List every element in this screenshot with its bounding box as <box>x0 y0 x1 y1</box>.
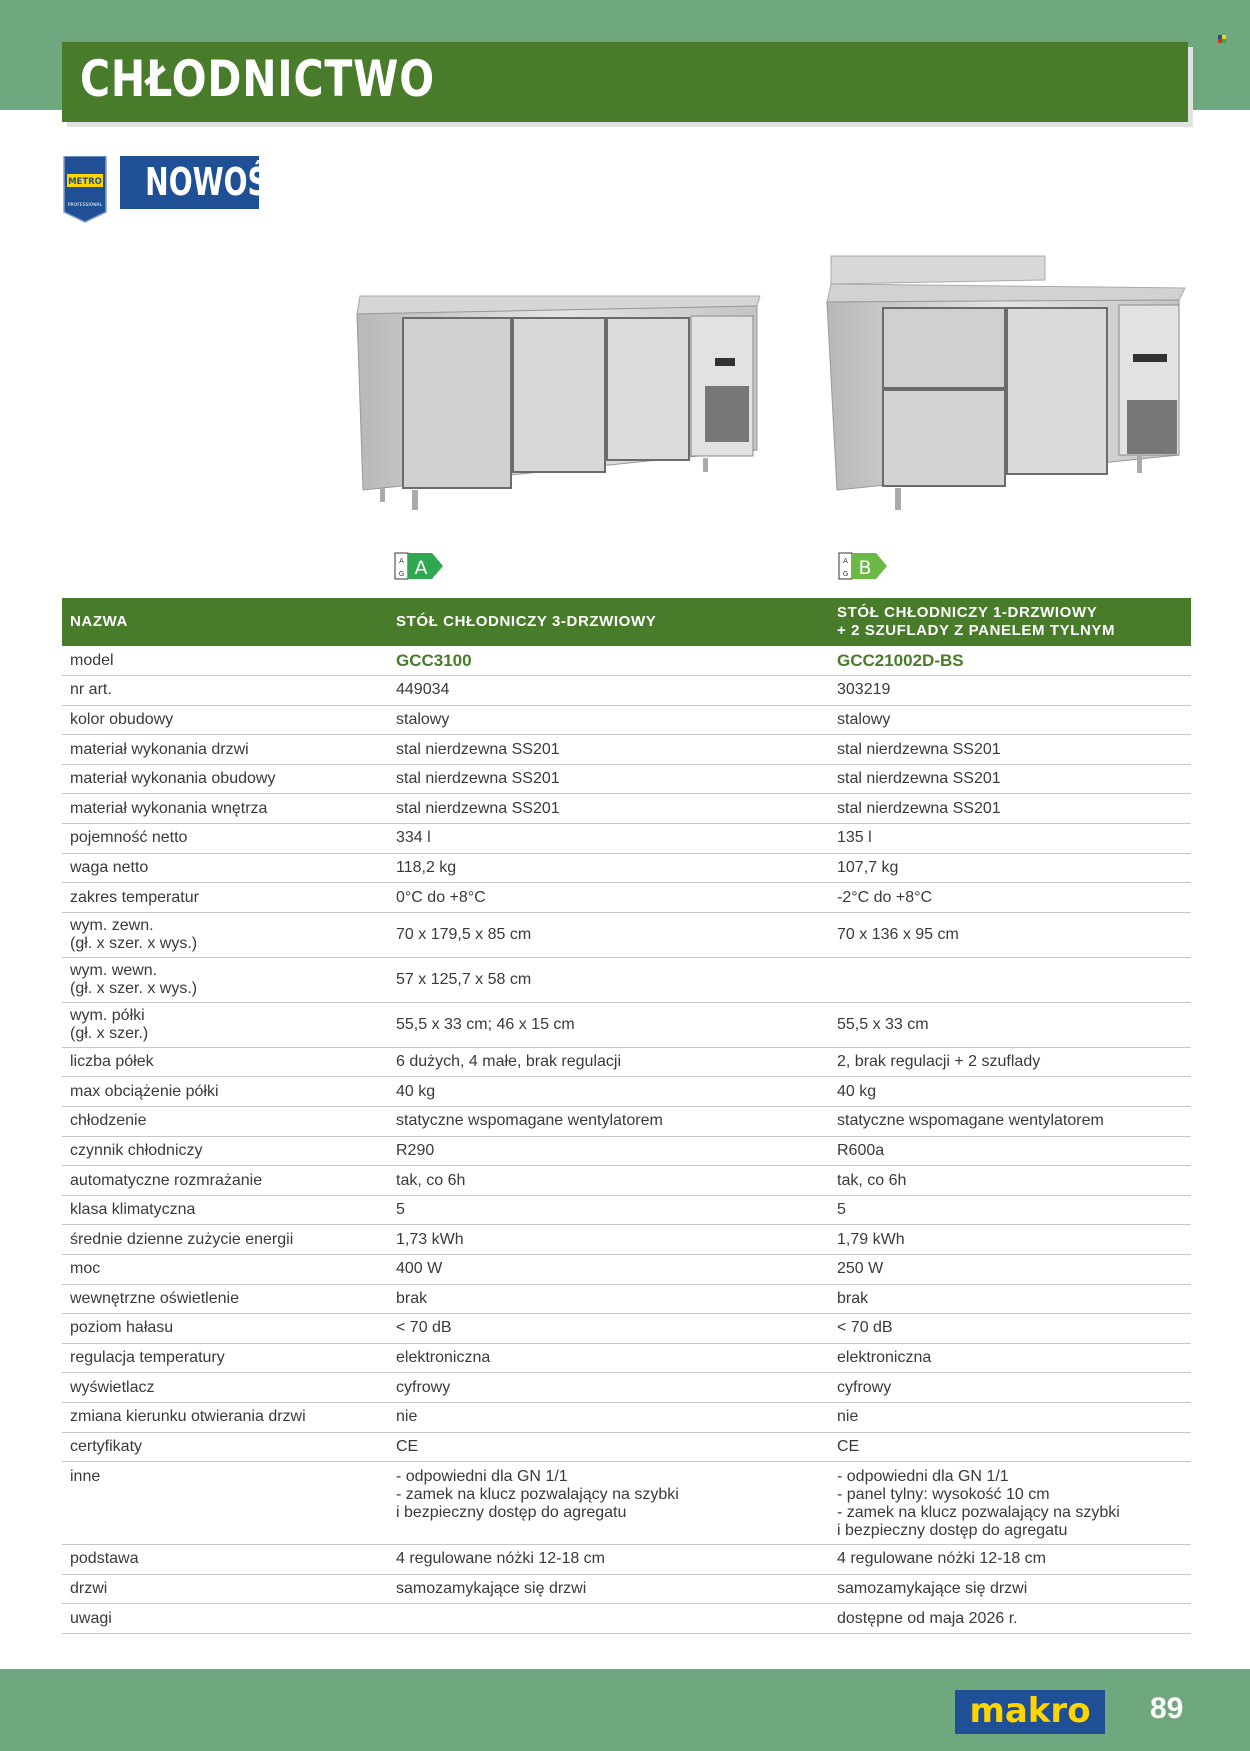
page-number: 89 <box>1150 1692 1184 1725</box>
header-product-1: STÓŁ CHŁODNICZY 3-DRZWIOWY <box>388 598 829 646</box>
table-row <box>62 1343 1191 1373</box>
row-value-product-2: cyfrowy <box>829 1373 1191 1403</box>
row-label: drzwi <box>62 1574 388 1604</box>
row-value-product-1: 6 dużych, 4 małe, brak regulacji <box>388 1047 829 1077</box>
row-value-product-2: GCC21002D-BS <box>829 646 1191 676</box>
decorative-dots-icon <box>1218 35 1226 43</box>
row-value-product-1: R290 <box>388 1136 829 1166</box>
row-value-product-1: 334 l <box>388 824 829 854</box>
row-label: zakres temperatur <box>62 883 388 913</box>
row-label: moc <box>62 1255 388 1285</box>
row-value-product-1: 57 x 125,7 x 58 cm <box>388 957 829 1002</box>
row-value-product-2: 55,5 x 33 cm <box>829 1002 1191 1047</box>
table-row <box>62 1225 1191 1255</box>
metro-professional-logo <box>62 156 108 224</box>
row-value-product-1: 4 regulowane nóżki 12-18 cm <box>388 1545 829 1575</box>
row-value-product-2: 303219 <box>829 676 1191 706</box>
energy-class-b-label: B <box>858 557 872 579</box>
row-label: kolor obudowy <box>62 705 388 735</box>
row-label: materiał wykonania obudowy <box>62 764 388 794</box>
row-value-product-1: stal nierdzewna SS201 <box>388 735 829 765</box>
header-name: NAZWA <box>62 598 388 646</box>
row-value-product-2: brak <box>829 1284 1191 1314</box>
row-value-product-1: 70 x 179,5 x 85 cm <box>388 912 829 957</box>
row-label: czynnik chłodniczy <box>62 1136 388 1166</box>
row-value-product-2 <box>829 957 1191 1002</box>
table-row <box>62 1136 1191 1166</box>
row-value-product-2: 1,79 kWh <box>829 1225 1191 1255</box>
energy-scale-top: A <box>399 557 404 565</box>
refrigerated-counter-1-door-2-drawer-image <box>825 250 1190 525</box>
row-value-product-1 <box>388 1604 829 1634</box>
spec-table <box>62 598 1191 1634</box>
table-row <box>62 883 1191 913</box>
row-value-product-2: 5 <box>829 1195 1191 1225</box>
table-row <box>62 794 1191 824</box>
row-value-product-2: 135 l <box>829 824 1191 854</box>
row-value-product-1: 1,73 kWh <box>388 1225 829 1255</box>
energy-scale-bottom: G <box>398 570 405 578</box>
row-label: inne <box>62 1462 388 1545</box>
new-badge <box>120 156 289 209</box>
row-value-product-2: 4 regulowane nóżki 12-18 cm <box>829 1545 1191 1575</box>
row-value-product-2: dostępne od maja 2026 r. <box>829 1604 1191 1634</box>
row-label: certyfikaty <box>62 1432 388 1462</box>
table-header-row <box>62 598 1191 646</box>
row-value-product-1: 449034 <box>388 676 829 706</box>
row-value-product-2: statyczne wspomagane wentylatorem <box>829 1107 1191 1137</box>
row-label: uwagi <box>62 1604 388 1634</box>
row-label: poziom hałasu <box>62 1314 388 1344</box>
makro-logo: makro <box>955 1690 1105 1734</box>
table-row <box>62 1077 1191 1107</box>
header-product-2: STÓŁ CHŁODNICZY 1-DRZWIOWY + 2 SZUFLADY Z PANELEM TYLNYM <box>829 598 1191 646</box>
row-label: wym. wewn. (gł. x szer. x wys.) <box>62 957 388 1002</box>
table-row <box>62 1107 1191 1137</box>
table-row <box>62 735 1191 765</box>
table-row <box>62 1284 1191 1314</box>
table-row <box>62 1402 1191 1432</box>
row-label: wewnętrzne oświetlenie <box>62 1284 388 1314</box>
row-value-product-1: CE <box>388 1432 829 1462</box>
table-row <box>62 957 1191 1002</box>
row-label: waga netto <box>62 853 388 883</box>
row-label: zmiana kierunku otwierania drzwi <box>62 1402 388 1432</box>
page-title: CHŁODNICTWO <box>80 50 435 108</box>
table-row <box>62 1002 1191 1047</box>
row-value-product-2: 40 kg <box>829 1077 1191 1107</box>
row-value-product-2: stal nierdzewna SS201 <box>829 735 1191 765</box>
row-value-product-2: R600a <box>829 1136 1191 1166</box>
row-value-product-1: brak <box>388 1284 829 1314</box>
row-value-product-1: 5 <box>388 1195 829 1225</box>
row-value-product-1: 55,5 x 33 cm; 46 x 15 cm <box>388 1002 829 1047</box>
row-value-product-2: elektroniczna <box>829 1343 1191 1373</box>
energy-scale-top: A <box>843 557 848 565</box>
row-value-product-1: GCC3100 <box>388 646 829 676</box>
row-value-product-1: elektroniczna <box>388 1343 829 1373</box>
table-row <box>62 1314 1191 1344</box>
row-value-product-2: nie <box>829 1402 1191 1432</box>
row-label: liczba półek <box>62 1047 388 1077</box>
row-value-product-1: nie <box>388 1402 829 1432</box>
row-value-product-2: -2°C do +8°C <box>829 883 1191 913</box>
row-value-product-1: stalowy <box>388 705 829 735</box>
table-row <box>62 1545 1191 1575</box>
row-value-product-2: 250 W <box>829 1255 1191 1285</box>
row-value-product-1: tak, co 6h <box>388 1166 829 1196</box>
row-value-product-1: statyczne wspomagane wentylatorem <box>388 1107 829 1137</box>
row-label: wyświetlacz <box>62 1373 388 1403</box>
row-value-product-2: CE <box>829 1432 1191 1462</box>
row-value-product-2: < 70 dB <box>829 1314 1191 1344</box>
row-label: nr art. <box>62 676 388 706</box>
row-value-product-2: stal nierdzewna SS201 <box>829 794 1191 824</box>
row-label: wym. zewn. (gł. x szer. x wys.) <box>62 912 388 957</box>
row-value-product-1: 40 kg <box>388 1077 829 1107</box>
row-value-product-1: stal nierdzewna SS201 <box>388 764 829 794</box>
row-label: regulacja temperatury <box>62 1343 388 1373</box>
table-row <box>62 705 1191 735</box>
table-row <box>62 1255 1191 1285</box>
row-label: max obciążenie półki <box>62 1077 388 1107</box>
spec-table-body <box>62 646 1191 1633</box>
table-row <box>62 646 1191 676</box>
row-value-product-2: - odpowiedni dla GN 1/1 - panel tylny: wysokość 10 cm - zamek na klucz pozwalający na szybki i bezpieczny dostęp do agregatu <box>829 1462 1191 1545</box>
table-row <box>62 1373 1191 1403</box>
row-value-product-2: stal nierdzewna SS201 <box>829 764 1191 794</box>
row-label: podstawa <box>62 1545 388 1575</box>
row-value-product-1: samozamykające się drzwi <box>388 1574 829 1604</box>
row-label: model <box>62 646 388 676</box>
table-row <box>62 1047 1191 1077</box>
title-bar <box>62 42 1188 122</box>
metro-logo-text: METRO <box>68 177 102 187</box>
energy-scale-bottom: G <box>842 570 849 578</box>
row-value-product-2: 107,7 kg <box>829 853 1191 883</box>
row-value-product-1: cyfrowy <box>388 1373 829 1403</box>
row-value-product-1: < 70 dB <box>388 1314 829 1344</box>
row-value-product-1: stal nierdzewna SS201 <box>388 794 829 824</box>
row-label: materiał wykonania wnętrza <box>62 794 388 824</box>
row-value-product-2: tak, co 6h <box>829 1166 1191 1196</box>
refrigerated-counter-3-door-image <box>355 290 765 520</box>
row-value-product-1: 400 W <box>388 1255 829 1285</box>
row-value-product-2: 2, brak regulacji + 2 szuflady <box>829 1047 1191 1077</box>
row-label: klasa klimatyczna <box>62 1195 388 1225</box>
energy-class-b-icon <box>838 552 888 580</box>
row-label: chłodzenie <box>62 1107 388 1137</box>
row-label: materiał wykonania drzwi <box>62 735 388 765</box>
table-row <box>62 676 1191 706</box>
row-label: średnie dzienne zużycie energii <box>62 1225 388 1255</box>
table-row <box>62 1604 1191 1634</box>
row-label: pojemność netto <box>62 824 388 854</box>
row-value-product-1: - odpowiedni dla GN 1/1 - zamek na klucz pozwalający na szybki i bezpieczny dostęp do agregatu <box>388 1462 829 1545</box>
table-row <box>62 1195 1191 1225</box>
table-row <box>62 1432 1191 1462</box>
row-value-product-1: 0°C do +8°C <box>388 883 829 913</box>
row-label: automatyczne rozmrażanie <box>62 1166 388 1196</box>
table-row <box>62 1462 1191 1545</box>
table-row <box>62 764 1191 794</box>
energy-class-a-label: A <box>414 557 428 579</box>
row-value-product-2: 70 x 136 x 95 cm <box>829 912 1191 957</box>
table-row <box>62 824 1191 854</box>
professional-logo-text: PROFESSIONAL <box>67 203 103 208</box>
table-row <box>62 912 1191 957</box>
row-value-product-2: samozamykające się drzwi <box>829 1574 1191 1604</box>
energy-class-a-icon <box>394 552 444 580</box>
row-value-product-2: stalowy <box>829 705 1191 735</box>
table-row <box>62 853 1191 883</box>
table-row <box>62 1574 1191 1604</box>
row-value-product-1: 118,2 kg <box>388 853 829 883</box>
new-badge-label: NOWOŚĆ <box>145 160 289 204</box>
row-label: wym. półki (gł. x szer.) <box>62 1002 388 1047</box>
table-row <box>62 1166 1191 1196</box>
